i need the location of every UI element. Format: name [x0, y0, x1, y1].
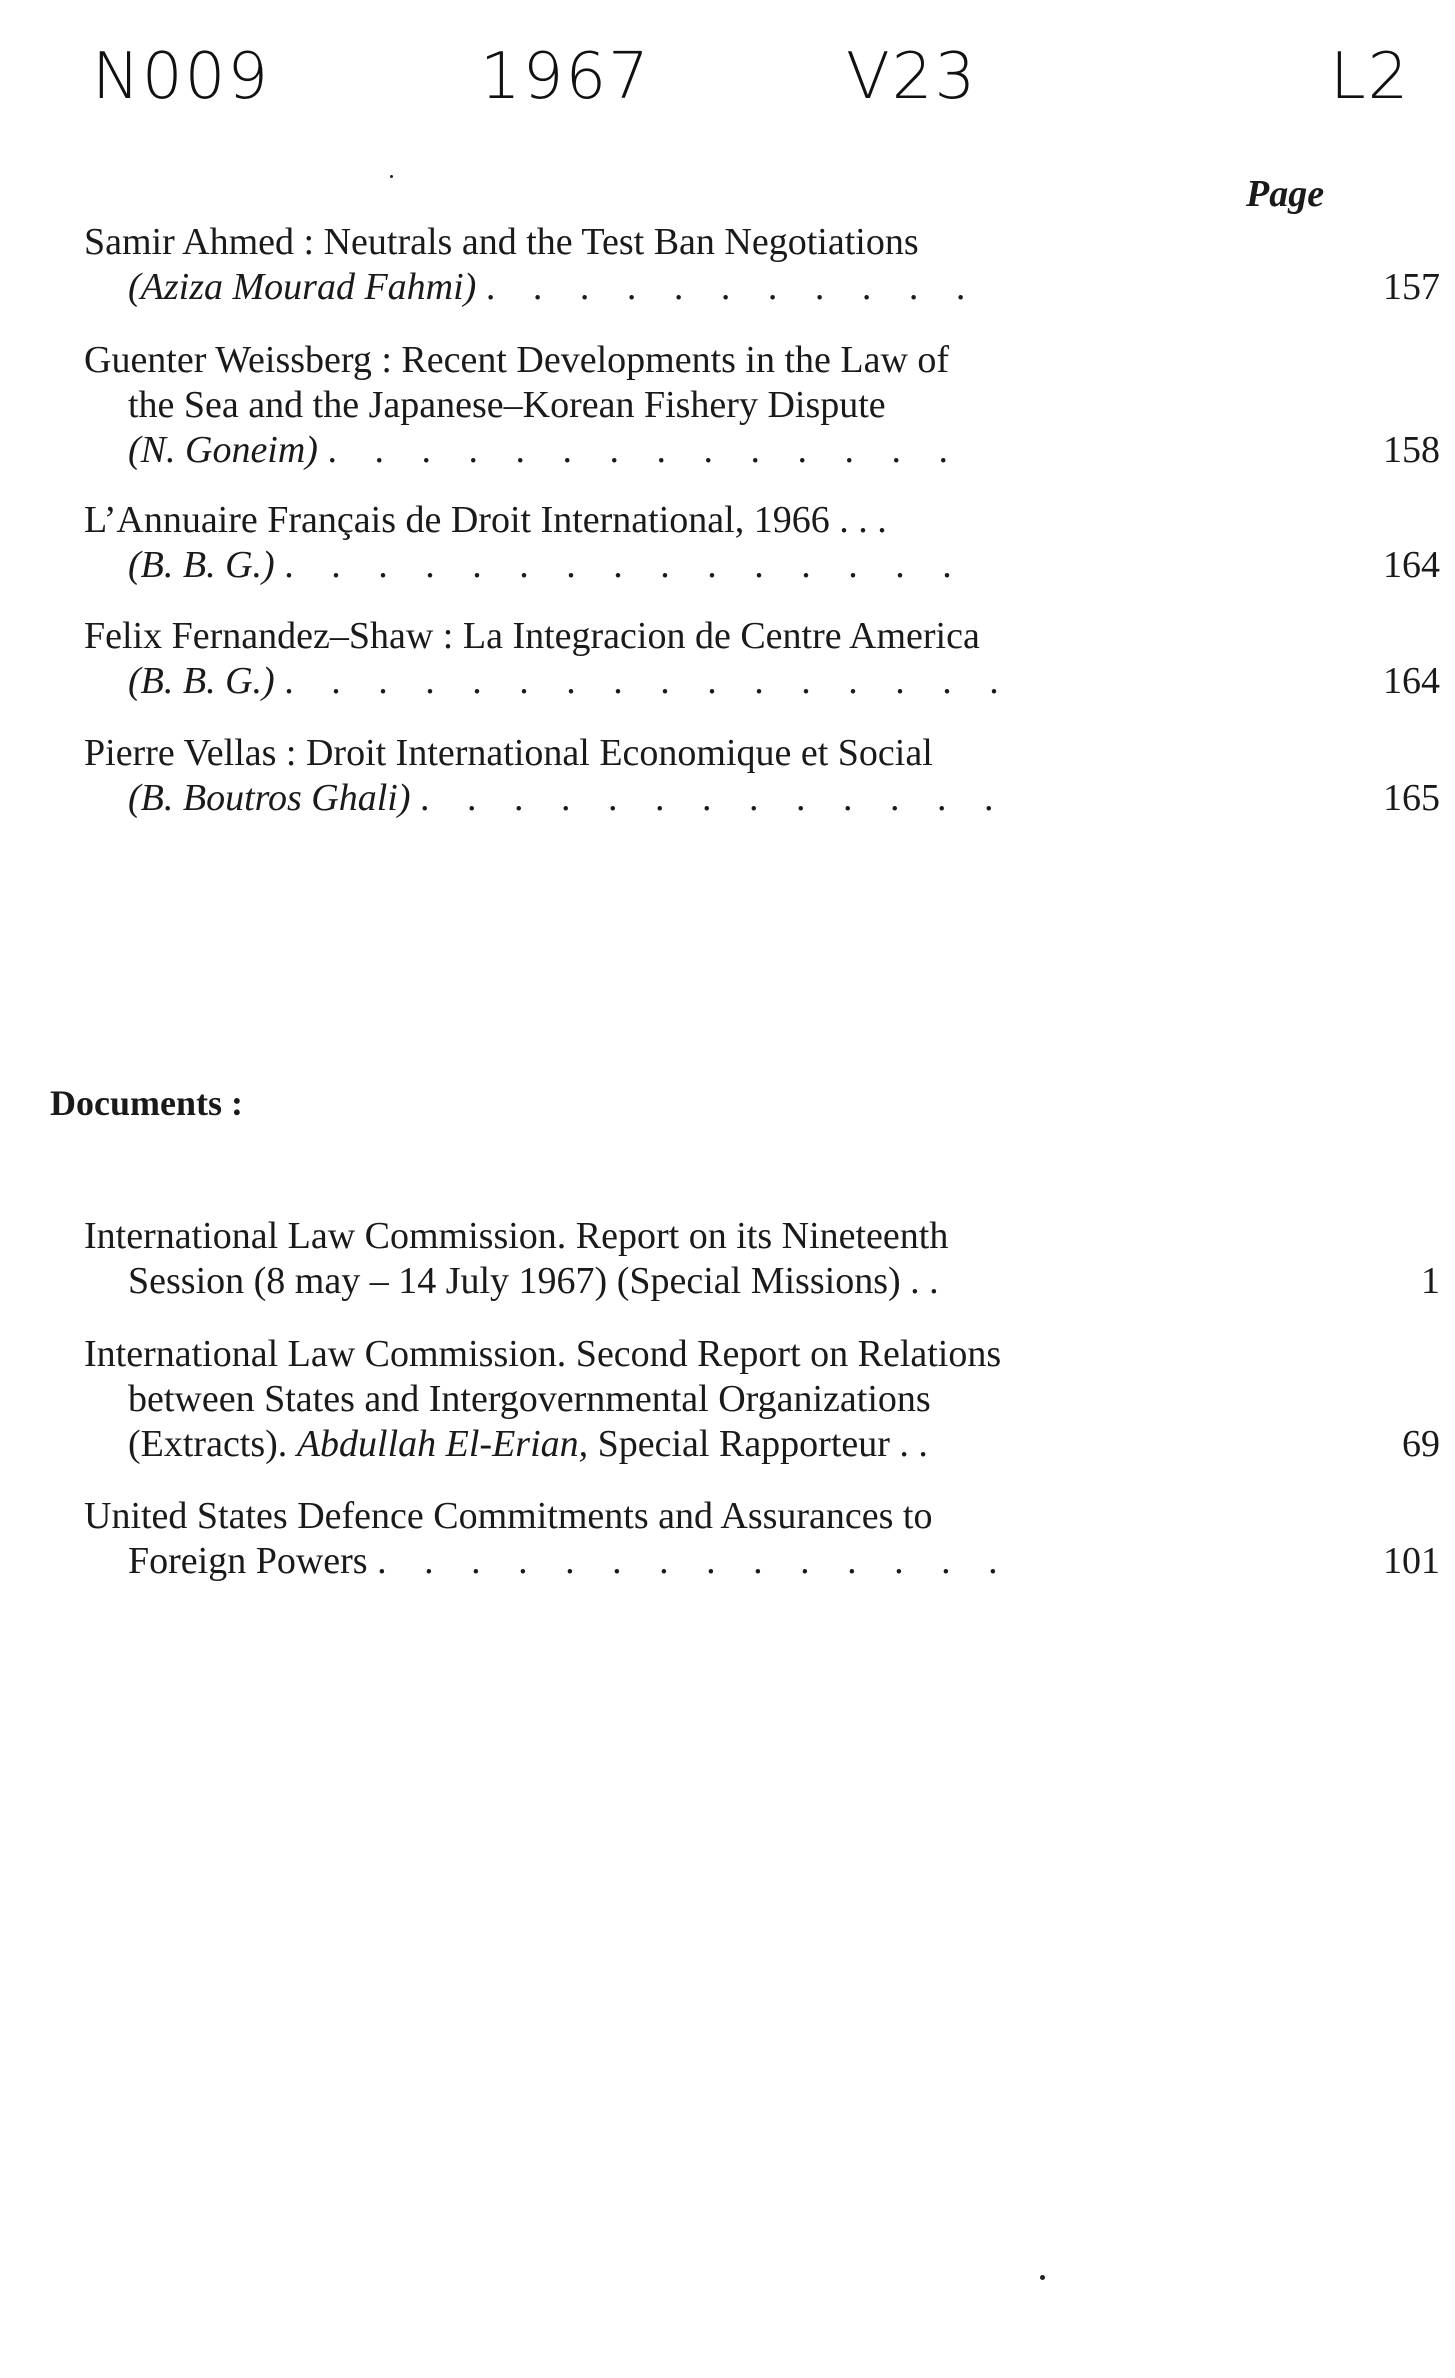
entry-title: Samir Ahmed : Neutrals and the Test Ban Negotiations	[84, 221, 919, 263]
entry-page: 69	[1402, 1423, 1440, 1465]
toc-entry-review	[84, 614, 1440, 704]
entry-page: 164	[1383, 544, 1440, 586]
entry-reviewer: (N. Goneim)	[128, 429, 318, 471]
handwritten-volume: V23	[846, 40, 978, 114]
toc-entry-review	[84, 338, 1440, 473]
entry-title: L’Annuaire Français de Droit International, 1966 . . .	[84, 499, 887, 541]
entry-title: Guenter Weissberg : Recent Developments in the Law of	[84, 339, 950, 381]
entry-author: Abdullah El-Erian,	[296, 1423, 589, 1465]
handwritten-code: L2	[1330, 40, 1411, 114]
handwritten-number: N009	[92, 40, 271, 114]
entry-suffix: Special Rapporteur . .	[597, 1423, 928, 1465]
entry-page: 101	[1383, 1540, 1440, 1582]
leader-dots: . . . . . . . . . . .	[485, 266, 980, 308]
entry-title-cont: between States and Intergovernmental Organizations	[128, 1378, 931, 1420]
entry-prefix: (Extracts).	[128, 1423, 288, 1465]
toc-entry-document	[84, 1494, 1440, 1584]
toc-entry-document	[84, 1214, 1440, 1304]
entry-title-text: Foreign Powers	[128, 1540, 368, 1582]
entry-title: Pierre Vellas : Droit International Economique et Social	[84, 732, 933, 774]
entry-page: 157	[1383, 266, 1440, 308]
entry-reviewer: (B. B. G.)	[128, 660, 275, 702]
section-heading: Documents :	[50, 1083, 243, 1123]
leader-dots: . . . . . . . . . . . . . .	[327, 429, 962, 471]
leader-dots: . . . . . . . . . . . . . . .	[284, 544, 966, 586]
entry-reviewer-line	[84, 428, 1440, 473]
entry-title: International Law Commission. Second Report on Relations	[84, 1333, 1002, 1375]
toc-entry-document	[84, 1332, 1440, 1467]
page-column-header: Page	[1246, 173, 1325, 215]
entry-reviewer: (B. Boutros Ghali)	[128, 777, 411, 819]
entry-reviewer-line	[84, 776, 1440, 821]
entry-title: United States Defence Commitments and Assurances to	[84, 1495, 933, 1537]
toc-entry-review	[84, 731, 1440, 821]
entry-reviewer: (Aziza Mourad Fahmi)	[128, 266, 477, 308]
toc-entry-review	[84, 498, 1440, 588]
entry-title-last	[84, 1422, 1440, 1467]
leader-dots: . . . . . . . . . . . . . .	[377, 1540, 1012, 1582]
leader-dots: . . . . . . . . . . . . . . . .	[284, 660, 1013, 702]
ink-speck	[390, 175, 393, 178]
entry-title-last	[84, 1539, 1440, 1584]
ink-speck	[1040, 2275, 1045, 2280]
entry-page: 1	[1421, 1260, 1440, 1302]
entry-title: International Law Commission. Report on its Nineteenth	[84, 1215, 949, 1257]
entry-reviewer-line	[84, 659, 1440, 704]
entry-reviewer-line	[84, 543, 1440, 588]
leader-dots: . . . . . . . . . . . . .	[420, 777, 1008, 819]
entry-title: Felix Fernandez–Shaw : La Integracion de Centre America	[84, 615, 980, 657]
entry-title-text: Session (8 may – 14 July 1967) (Special Missions) . .	[128, 1260, 939, 1302]
entry-title-cont	[84, 1259, 1440, 1304]
entry-page: 165	[1383, 777, 1440, 819]
entry-page: 164	[1383, 660, 1440, 702]
entry-page: 158	[1383, 429, 1440, 471]
entry-reviewer-line	[84, 265, 1440, 310]
entry-title-cont: the Sea and the Japanese–Korean Fishery Dispute	[128, 384, 886, 426]
toc-entry-review	[84, 220, 1440, 310]
handwritten-year: 1967	[480, 40, 651, 114]
entry-reviewer: (B. B. G.)	[128, 544, 275, 586]
